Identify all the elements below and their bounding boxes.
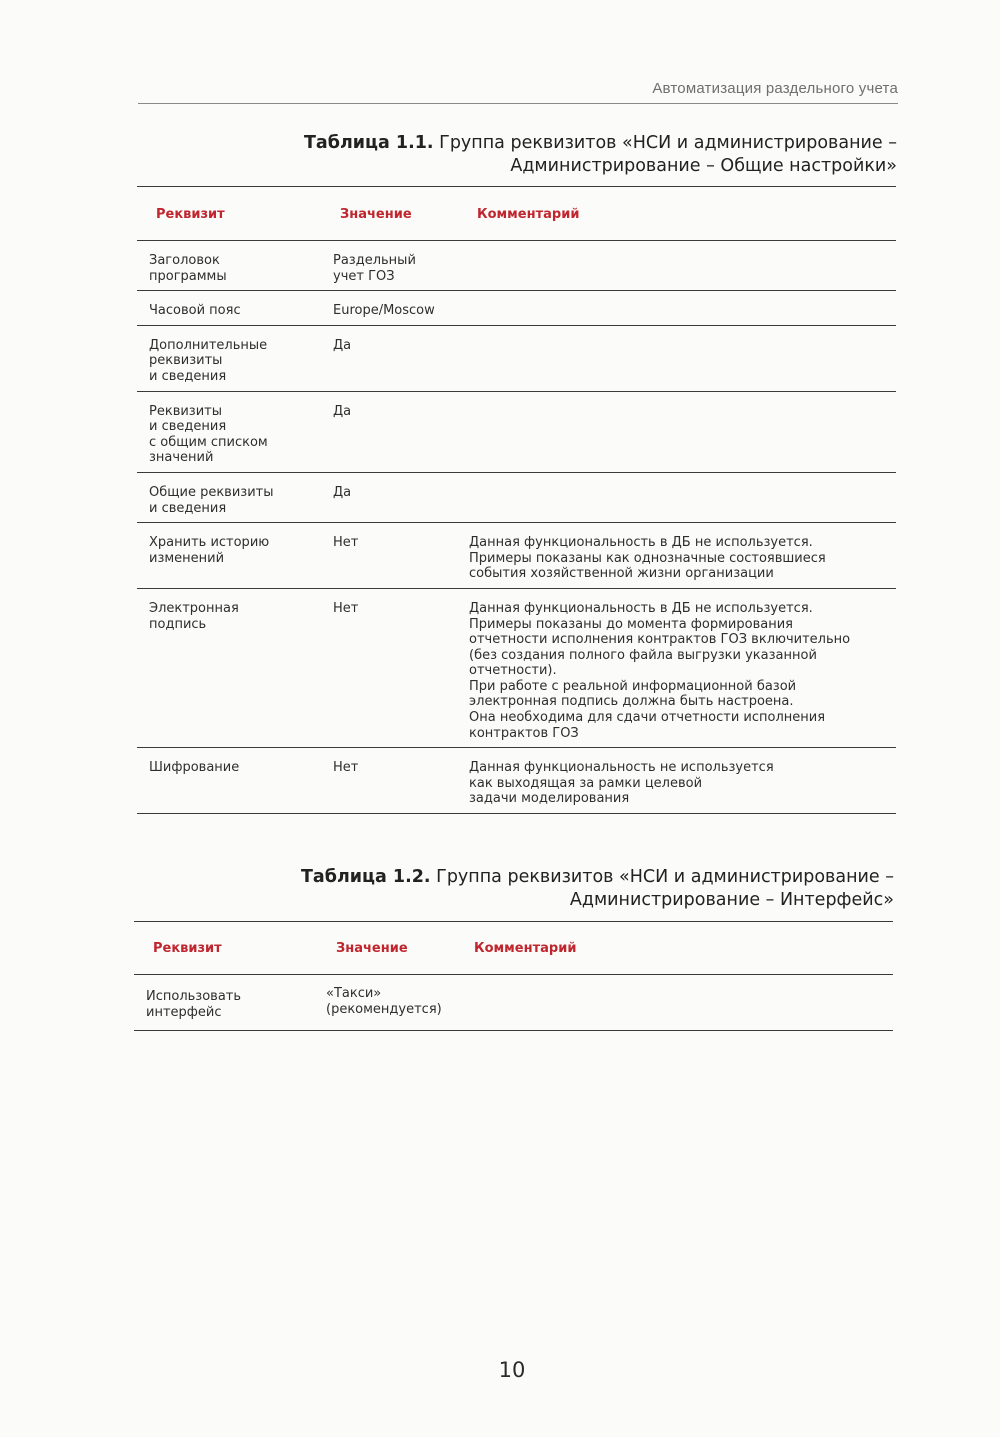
header-requisite: Реквизит — [134, 922, 316, 975]
cell-value: Да — [319, 472, 455, 522]
table-2-caption-number: Таблица 1.2. — [301, 867, 431, 887]
table-row — [137, 241, 896, 291]
table-2-caption-line1 — [236, 866, 894, 889]
cell-comment: Данная функциональность в ДБ не используется. Примеры показаны как однозначные состоявшиеся события хозяйственной жизни организации — [455, 523, 896, 589]
cell-value: Да — [319, 325, 455, 391]
cell-field: Часовой пояс — [137, 291, 319, 326]
table-row — [137, 588, 896, 747]
header-value: Значение — [316, 922, 452, 975]
cell-comment — [455, 291, 896, 326]
cell-comment — [455, 241, 896, 291]
table-row — [134, 975, 893, 1031]
page-number: 10 — [498, 1358, 526, 1382]
cell-comment — [455, 472, 896, 522]
table-2-caption-line2: Администрирование – Интерфейс» — [569, 890, 894, 910]
table-row — [137, 523, 896, 589]
table-1-caption-line1 — [240, 132, 897, 155]
header-value: Значение — [319, 187, 455, 241]
table-1-caption — [240, 132, 897, 178]
table-1-caption-text: Группа реквизитов «НСИ и администрирование – — [439, 133, 897, 153]
cell-field: Общие реквизиты и сведения — [137, 472, 319, 522]
cell-field: Дополнительные реквизиты и сведения — [137, 325, 319, 391]
table-row — [137, 291, 896, 326]
cell-comment — [455, 325, 896, 391]
cell-comment: Данная функциональность в ДБ не используется. Примеры показаны до момента формирования отчетности исполнения контрактов ГОЗ включительно (без создания полного файла выгрузки указанной отчетности). При работе с реальной информационной базой электронная подпись должна быть настроена. Она необходима для сдачи отчетности исполнения контрактов ГОЗ — [455, 588, 896, 747]
table-interface-settings — [134, 921, 893, 1031]
cell-comment: Данная функциональность не используется как выходящая за рамки целевой задачи моделирования — [455, 748, 896, 814]
cell-comment — [455, 391, 896, 472]
table-row — [137, 472, 896, 522]
cell-value: Да — [319, 391, 455, 472]
cell-field: Шифрование — [137, 748, 319, 814]
cell-value: Нет — [319, 748, 455, 814]
table-row — [137, 748, 896, 814]
table-header-row — [134, 922, 893, 975]
cell-field: Хранить историю изменений — [137, 523, 319, 589]
table-row — [137, 325, 896, 391]
cell-field: Использовать интерфейс — [134, 975, 316, 1031]
table-header-row — [137, 187, 896, 241]
table-general-settings — [137, 186, 896, 814]
header-comment: Комментарий — [455, 187, 896, 241]
cell-field: Реквизиты и сведения с общим списком значений — [137, 391, 319, 472]
header-comment: Комментарий — [452, 922, 893, 975]
cell-value: Europe/Moscow — [319, 291, 455, 326]
table-2-caption-text: Группа реквизитов «НСИ и администрирование – — [436, 867, 894, 887]
table-row — [137, 391, 896, 472]
cell-field: Заголовок программы — [137, 241, 319, 291]
cell-value: «Такси» (рекомендуется) — [316, 975, 452, 1031]
table-2-caption — [236, 866, 894, 912]
table-1-caption-line2: Администрирование – Общие настройки» — [510, 156, 897, 176]
cell-comment — [452, 975, 893, 1031]
header-requisite: Реквизит — [137, 187, 319, 241]
cell-value: Нет — [319, 523, 455, 589]
cell-value: Раздельный учет ГОЗ — [319, 241, 455, 291]
cell-field: Электронная подпись — [137, 588, 319, 747]
running-head: Автоматизация раздельного учета — [138, 80, 898, 104]
cell-value: Нет — [319, 588, 455, 747]
table-1-caption-number: Таблица 1.1. — [304, 133, 434, 153]
